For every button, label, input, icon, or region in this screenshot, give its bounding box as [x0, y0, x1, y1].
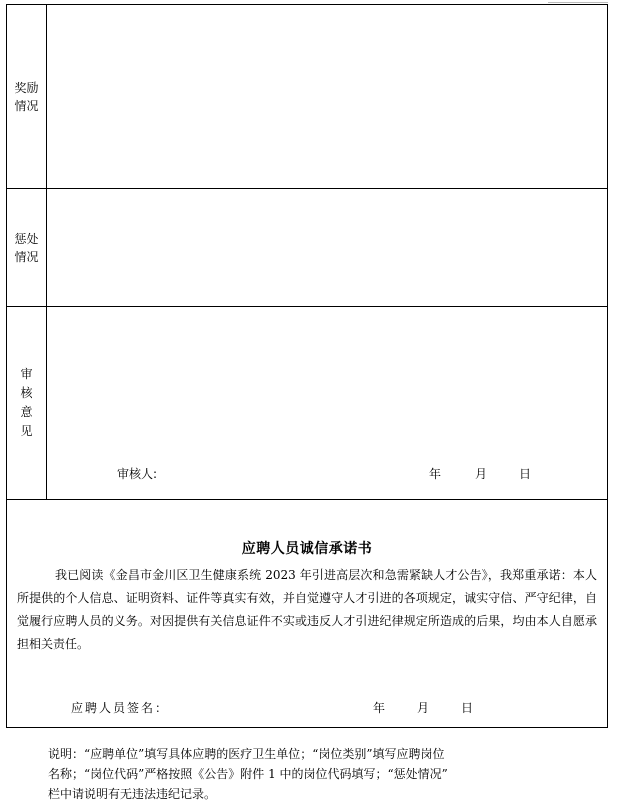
signature-label: 应聘人员签名：	[71, 701, 170, 715]
signature-day-label: 日	[461, 701, 474, 715]
review-label-char-4: 见	[20, 424, 33, 438]
signature-year-label: 年	[373, 701, 386, 715]
review-label-char-1: 审	[20, 367, 33, 381]
signature-month-label: 月	[417, 701, 430, 715]
penalties-content-cell[interactable]	[47, 189, 607, 306]
note-line-1: 说明：“应聘单位”填写具体应聘的医疗卫生单位；“岗位类别”填写应聘岗位	[48, 747, 445, 761]
note-line-2: 名称；“岗位代码”严格按照《公告》附件 1 中的岗位代码填写；“惩处情况”	[48, 767, 448, 781]
pledge-row	[7, 500, 607, 727]
review-label-char-3: 意	[20, 405, 33, 419]
review-month-label: 月	[475, 467, 488, 481]
reviewer-label: 审核人:	[117, 467, 158, 481]
review-label-cell	[7, 307, 47, 499]
rewards-row	[7, 5, 607, 189]
review-year-label: 年	[429, 467, 442, 481]
review-label-char-2: 核	[20, 386, 33, 400]
rewards-label-line1: 奖励	[14, 80, 39, 95]
form-notes	[48, 744, 558, 804]
penalties-label-cell	[7, 189, 47, 306]
review-day-label: 日	[519, 467, 532, 481]
review-content-cell[interactable]	[47, 307, 607, 499]
penalties-label-line2: 情况	[14, 249, 39, 264]
pledge-title: 应聘人员诚信承诺书	[241, 541, 373, 557]
note-line-3: 栏中请说明有无违法违纪记录。	[48, 787, 217, 801]
rewards-label-line2: 情况	[14, 98, 39, 113]
pledge-body: 我已阅读《金昌市金川区卫生健康系统 2023 年引进高层次和急需紧缺人才公告》，我郑重承诺：本人所提供的个人信息、证明资料、证件等真实有效，并自觉遵守人才引进的各项规定，诚实守信、严守纪律，自觉履行应聘人员的义务。对因提供有关信息证件不实或违反人才引进纪律规定所造成的后果，均由本人自愿承担相关责任。	[17, 568, 597, 651]
page-edge-line	[548, 0, 608, 3]
rewards-label-cell	[7, 5, 47, 188]
penalties-row	[7, 189, 607, 307]
review-row	[7, 307, 607, 500]
application-form-table	[6, 4, 608, 728]
penalties-label-line1: 惩处	[14, 231, 39, 246]
rewards-content-cell[interactable]	[47, 5, 607, 188]
